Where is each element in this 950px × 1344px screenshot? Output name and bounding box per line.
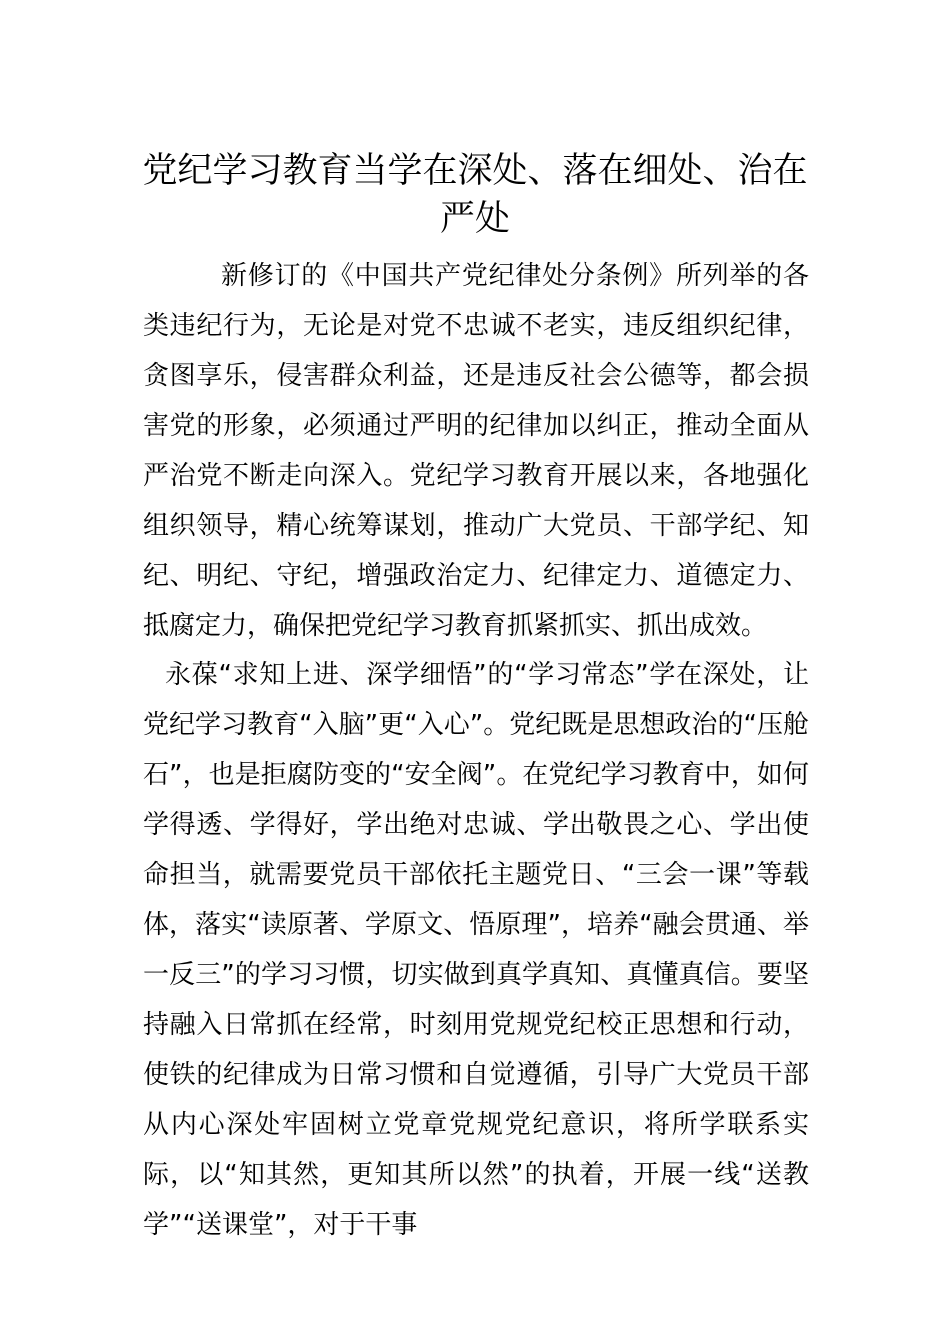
document-title: 党纪学习教育当学在深处、落在细处、治在严处 xyxy=(142,151,808,240)
paragraph-2: 永葆“求知上进、深学细悟”的“学习常态”学在深处，让党纪学习教育“入脑”更“入心”。党纪既是思想政治的“压舱石”，也是拒腐防变的“安全阀”。在党纪学习教育中，如何学得透、学得好，学出绝对忠诚、学出敬畏之心、学出使命担当，就需要党员干部依托主题党日、“三会一课”等载体，落实“读原著、学原文、悟原理”，培养“融会贯通、举一反三”的学习习惯，切实做到真学真知、真懂真信。要坚持融入日常抓在经常，时刻用党规党纪校正思想和行动，使铁的纪律成为日常习惯和自觉遵循，引导广大党员干部从内心深处牢固树立党章党规党纪意识，将所学联系实际，以“知其然，更知其所以然”的执着，开展一线“送教学”“送课堂”，对于干事 xyxy=(143,660,809,1240)
paragraph-1: 新修订的《中国共产党纪律处分条例》所列举的各类违纪行为，无论是对党不忠诚不老实，违反组织纪律，贪图享乐，侵害群众利益，还是违反社会公德等，都会损害党的形象，必须通过严明的纪律加以纠正，推动全面从严治党不断走向深入。党纪学习教育开展以来，各地强化组织领导，精心统筹谋划，推动广大党员、干部学纪、知纪、明纪、守纪，增强政治定力、纪律定力、道德定力、抵腐定力，确保把党纪学习教育抓紧抓实、抓出成效。 xyxy=(143,261,809,641)
